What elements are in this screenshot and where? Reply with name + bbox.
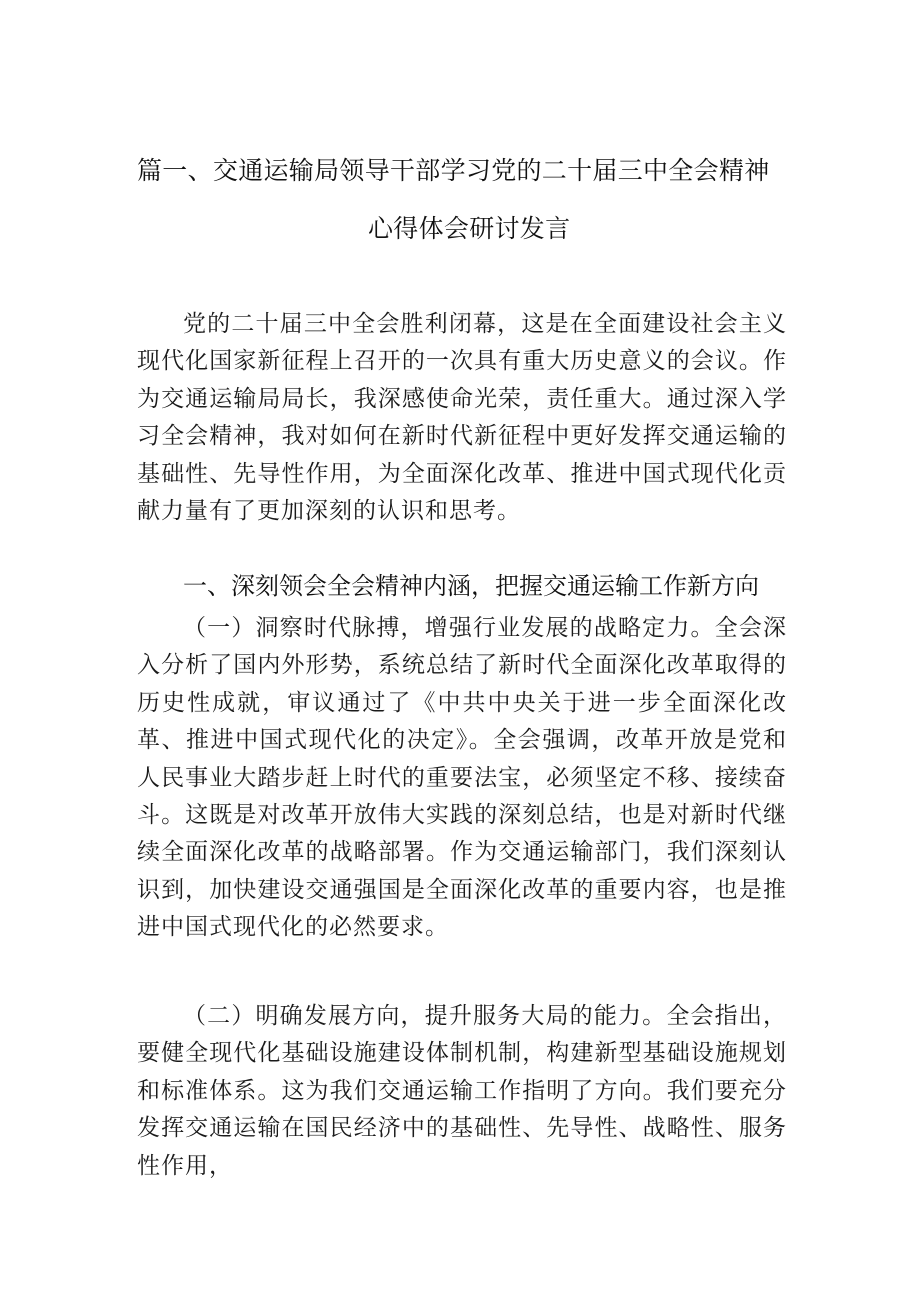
paragraph-block-1 — [137, 610, 787, 947]
paragraph-item-2: （二）明确发展方向，提升服务大局的能力。全会指出，要健全现代化基础设施建设体制机制，构建新型基础设施规划和标准体系。这为我们交通运输工作指明了方向。我们要充分发挥交通运输在国民经济中的基础性、先导性、战略性、服务性作用， — [137, 1003, 787, 1179]
section-heading-1: 一、深刻领会全会精神内涵，把握交通运输工作新方向 — [183, 572, 759, 600]
intro-paragraph: 党的二十届三中全会胜利闭幕，这是在全面建设社会主义现代化国家新征程上召开的一次具有重大历史意义的会议。作为交通运输局局长，我深感使命光荣，责任重大。通过深入学习全会精神，我对如何在新时代新征程中更好发挥交通运输的基础性、先导性作用，为全面深化改革、推进中国式现代化贡献力量有了更加深刻的认识和思考。 — [137, 311, 787, 525]
paragraph-item-1: （一）洞察时代脉搏，增强行业发展的战略定力。全会深入分析了国内外形势，系统总结了新时代全面深化改革取得的历史性成就，审议通过了《中共中央关于进一步全面深化改革、推进中国式现代化的决定》。全会强调，改革开放是党和人民事业大踏步赶上时代的重要法宝，必须坚定不移、接续奋斗。这既是对改革开放伟大实践的深刻总结，也是对新时代继续全面深化改革的战略部署。作为交通运输部门，我们深刻认识到，加快建设交通强国是全面深化改革的重要内容，也是推进中国式现代化的必然要求。 — [137, 615, 787, 941]
paragraph-block-2 — [137, 998, 787, 1185]
document-title-line-2: 心得体会研讨发言 — [368, 214, 571, 243]
intro-paragraph-block — [137, 306, 787, 530]
document-title-line-1: 篇一、交通运输局领导干部学习党的二十届三中全会精神 — [137, 156, 770, 185]
